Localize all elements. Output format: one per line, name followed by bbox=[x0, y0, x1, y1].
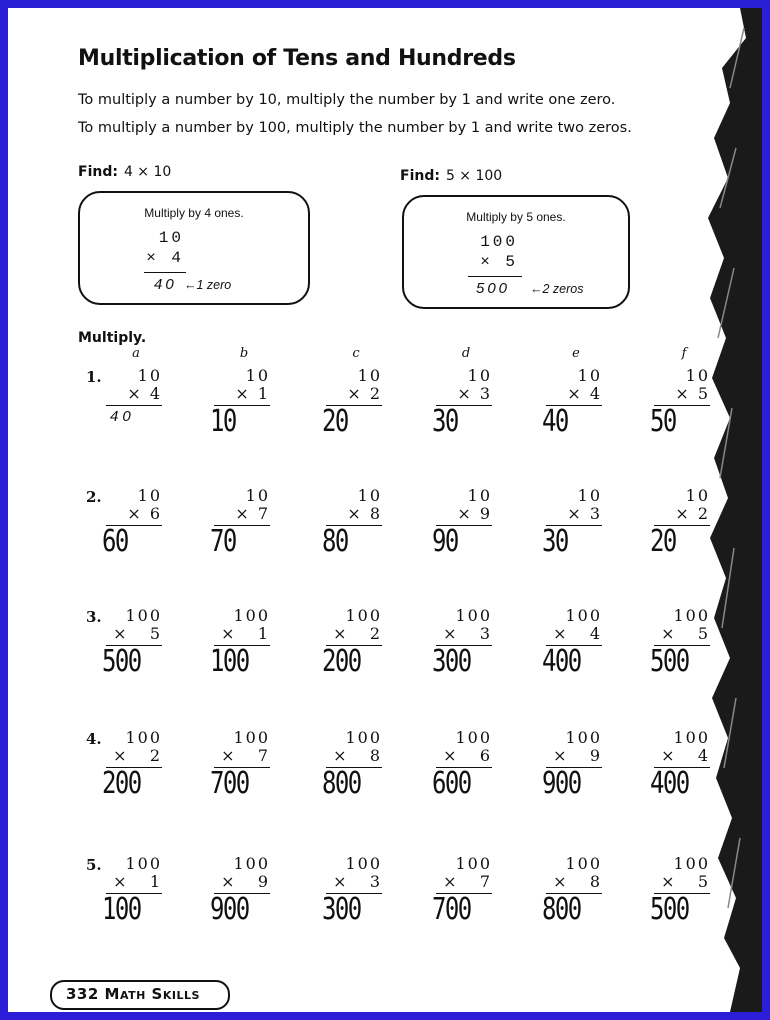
example-top-number: 10 bbox=[158, 229, 184, 247]
problem-top-number: 10 bbox=[685, 366, 710, 385]
handwritten-answer: 20 bbox=[322, 404, 348, 439]
problem-top-number: 100 bbox=[345, 728, 382, 747]
example-product: 40 bbox=[154, 276, 177, 293]
example-1-box bbox=[78, 191, 310, 305]
problem-multiplier: × 8 bbox=[553, 872, 602, 891]
problem-top-number: 100 bbox=[233, 728, 270, 747]
find-label: Find: bbox=[78, 164, 118, 180]
problem-top-number: 100 bbox=[125, 606, 162, 625]
problem-top-number: 100 bbox=[565, 728, 602, 747]
problem-multiplier: × 3 bbox=[333, 872, 382, 891]
problem-top-number: 100 bbox=[673, 606, 710, 625]
multiplication-problem bbox=[320, 366, 382, 439]
page-title: Multiplication of Tens and Hundreds bbox=[78, 46, 516, 71]
handwritten-answer: 200 bbox=[322, 644, 361, 679]
problem-multiplier: × 7 bbox=[443, 872, 492, 891]
problem-multiplier: × 4 bbox=[553, 624, 602, 643]
handwritten-answer: 800 bbox=[322, 766, 361, 801]
problem-top-number: 100 bbox=[345, 854, 382, 873]
problem-top-number: 100 bbox=[673, 854, 710, 873]
footer-badge bbox=[50, 980, 230, 1010]
handwritten-answer: 100 bbox=[210, 644, 249, 679]
multiplication-problem bbox=[208, 854, 270, 927]
handwritten-answer: 30 bbox=[432, 404, 458, 439]
multiplication-problem bbox=[100, 606, 162, 679]
handwritten-answer: 90 bbox=[432, 524, 458, 559]
problem-multiplier: × 6 bbox=[443, 746, 492, 765]
handwritten-answer: 70 bbox=[210, 524, 236, 559]
problem-multiplier: × 5 bbox=[661, 872, 710, 891]
problem-top-number: 10 bbox=[245, 486, 270, 505]
multiplication-problem bbox=[648, 854, 710, 927]
multiplication-problem bbox=[648, 486, 710, 559]
example-top-number: 100 bbox=[480, 233, 518, 251]
handwritten-answer: 20 bbox=[650, 524, 676, 559]
problem-multiplier: × 4 bbox=[127, 384, 162, 403]
problem-multiplier: × 6 bbox=[127, 504, 162, 523]
column-header: b bbox=[239, 346, 249, 361]
problem-multiplier: × 4 bbox=[567, 384, 602, 403]
handwritten-answer: 300 bbox=[432, 644, 471, 679]
handwritten-answer: 50 bbox=[650, 404, 676, 439]
multiplication-problem bbox=[208, 606, 270, 679]
problem-multiplier: × 7 bbox=[235, 504, 270, 523]
footer-label: 332 Math Skills bbox=[66, 985, 200, 1003]
problem-top-number: 10 bbox=[577, 486, 602, 505]
row-number: 2. bbox=[86, 488, 102, 506]
multiplication-problem bbox=[648, 728, 710, 801]
problem-top-number: 100 bbox=[125, 854, 162, 873]
multiplication-problem bbox=[648, 366, 710, 439]
problem-multiplier: × 2 bbox=[675, 504, 710, 523]
handwritten-answer: 100 bbox=[102, 892, 141, 927]
problem-multiplier: × 4 bbox=[661, 746, 710, 765]
example-note: ←1 zero bbox=[184, 278, 232, 292]
multiplication-problem bbox=[100, 486, 162, 559]
multiplication-problem bbox=[320, 854, 382, 927]
multiply-heading: Multiply. bbox=[78, 330, 147, 346]
problem-multiplier: × 8 bbox=[333, 746, 382, 765]
problem-top-number: 100 bbox=[233, 606, 270, 625]
problem-multiplier: × 2 bbox=[347, 384, 382, 403]
problem-top-number: 10 bbox=[245, 366, 270, 385]
problem-top-number: 10 bbox=[467, 486, 492, 505]
problem-multiplier: × 5 bbox=[661, 624, 710, 643]
problem-top-number: 10 bbox=[357, 486, 382, 505]
problem-multiplier: × 1 bbox=[113, 872, 162, 891]
problem-top-number: 100 bbox=[455, 728, 492, 747]
problem-top-number: 100 bbox=[345, 606, 382, 625]
handwritten-answer: 600 bbox=[432, 766, 471, 801]
problem-multiplier: × 3 bbox=[457, 384, 492, 403]
handwritten-answer: 10 bbox=[210, 404, 236, 439]
example-note: ←2 zeros bbox=[530, 282, 584, 296]
multiplication-problem bbox=[100, 854, 162, 927]
multiplication-problem bbox=[430, 486, 492, 559]
worksheet-page bbox=[8, 8, 762, 1012]
multiplication-problem bbox=[100, 728, 162, 801]
handwritten-answer: 80 bbox=[322, 524, 348, 559]
handwritten-answer: 900 bbox=[210, 892, 249, 927]
multiplication-problem bbox=[320, 728, 382, 801]
problem-multiplier: × 3 bbox=[567, 504, 602, 523]
answer-line bbox=[106, 405, 162, 406]
problem-multiplier: × 2 bbox=[333, 624, 382, 643]
problem-multiplier: × 1 bbox=[235, 384, 270, 403]
handwritten-answer: 500 bbox=[102, 644, 141, 679]
multiplication-problem bbox=[540, 366, 602, 439]
problem-top-number: 100 bbox=[455, 854, 492, 873]
multiplication-problem bbox=[430, 366, 492, 439]
problem-top-number: 100 bbox=[125, 728, 162, 747]
find-expression: 4 × 10 bbox=[123, 164, 172, 180]
problem-multiplier: × 3 bbox=[443, 624, 492, 643]
example-2-find bbox=[400, 168, 502, 184]
problem-multiplier: × 8 bbox=[347, 504, 382, 523]
problem-top-number: 10 bbox=[577, 366, 602, 385]
problem-top-number: 100 bbox=[233, 854, 270, 873]
problem-multiplier: × 9 bbox=[221, 872, 270, 891]
row-number: 4. bbox=[86, 730, 102, 748]
column-header: d bbox=[461, 346, 471, 361]
example-answer-line bbox=[144, 272, 186, 273]
problem-top-number: 100 bbox=[455, 606, 492, 625]
column-header: a bbox=[132, 346, 140, 361]
multiplication-problem bbox=[430, 606, 492, 679]
multiplication-problem bbox=[430, 854, 492, 927]
problem-top-number: 10 bbox=[467, 366, 492, 385]
handwritten-answer: 40 bbox=[542, 404, 568, 439]
multiplication-problem bbox=[540, 728, 602, 801]
example-multiplier: × 4 bbox=[146, 249, 184, 267]
example-caption: Multiply by 5 ones. bbox=[466, 210, 566, 224]
handwritten-answer: 400 bbox=[650, 766, 689, 801]
problem-multiplier: × 2 bbox=[113, 746, 162, 765]
handwritten-answer: 60 bbox=[102, 524, 128, 559]
problem-multiplier: × 7 bbox=[221, 746, 270, 765]
handwritten-answer: 400 bbox=[542, 644, 581, 679]
problem-top-number: 100 bbox=[565, 606, 602, 625]
handwritten-answer: 200 bbox=[102, 766, 141, 801]
multiplication-problem bbox=[320, 606, 382, 679]
problem-top-number: 100 bbox=[673, 728, 710, 747]
handwritten-answer: 900 bbox=[542, 766, 581, 801]
multiplication-problem bbox=[208, 728, 270, 801]
row-number: 1. bbox=[86, 368, 102, 386]
handwritten-answer: 300 bbox=[322, 892, 361, 927]
multiplication-problem bbox=[208, 366, 270, 439]
problem-top-number: 10 bbox=[685, 486, 710, 505]
example-2-box bbox=[402, 195, 630, 309]
find-expression: 5 × 100 bbox=[445, 168, 503, 184]
column-header: e bbox=[572, 346, 580, 361]
problem-multiplier: × 9 bbox=[553, 746, 602, 765]
example-product: 500 bbox=[476, 280, 511, 297]
column-header: f bbox=[681, 346, 687, 361]
instruction-line-2: To multiply a number by 100, multiply the number by 1 and write two zeros. bbox=[78, 120, 632, 136]
example-caption: Multiply by 4 ones. bbox=[144, 206, 244, 220]
problem-top-number: 10 bbox=[357, 366, 382, 385]
find-label: Find: bbox=[400, 168, 440, 184]
handwritten-answer: 700 bbox=[210, 766, 249, 801]
multiplication-problem bbox=[540, 606, 602, 679]
problem-multiplier: × 9 bbox=[457, 504, 492, 523]
multiplication-problem bbox=[100, 366, 162, 436]
printed-answer: 40 bbox=[110, 408, 135, 425]
problem-top-number: 10 bbox=[137, 366, 162, 385]
problem-multiplier: × 5 bbox=[113, 624, 162, 643]
example-multiplier: × 5 bbox=[480, 253, 518, 271]
handwritten-answer: 700 bbox=[432, 892, 471, 927]
problem-multiplier: × 5 bbox=[675, 384, 710, 403]
handwritten-answer: 800 bbox=[542, 892, 581, 927]
multiplication-problem bbox=[320, 486, 382, 559]
handwritten-answer: 30 bbox=[542, 524, 568, 559]
example-1-find bbox=[78, 164, 171, 180]
problem-top-number: 10 bbox=[137, 486, 162, 505]
multiplication-problem bbox=[540, 486, 602, 559]
example-answer-line bbox=[468, 276, 522, 277]
multiplication-problem bbox=[430, 728, 492, 801]
multiplication-problem bbox=[648, 606, 710, 679]
instruction-line-1: To multiply a number by 10, multiply the number by 1 and write one zero. bbox=[78, 92, 616, 108]
problem-top-number: 100 bbox=[565, 854, 602, 873]
problem-multiplier: × 1 bbox=[221, 624, 270, 643]
column-header: c bbox=[352, 346, 360, 361]
handwritten-answer: 500 bbox=[650, 644, 689, 679]
row-number: 3. bbox=[86, 608, 102, 626]
handwritten-answer: 500 bbox=[650, 892, 689, 927]
multiplication-problem bbox=[540, 854, 602, 927]
multiplication-problem bbox=[208, 486, 270, 559]
row-number: 5. bbox=[86, 856, 102, 874]
